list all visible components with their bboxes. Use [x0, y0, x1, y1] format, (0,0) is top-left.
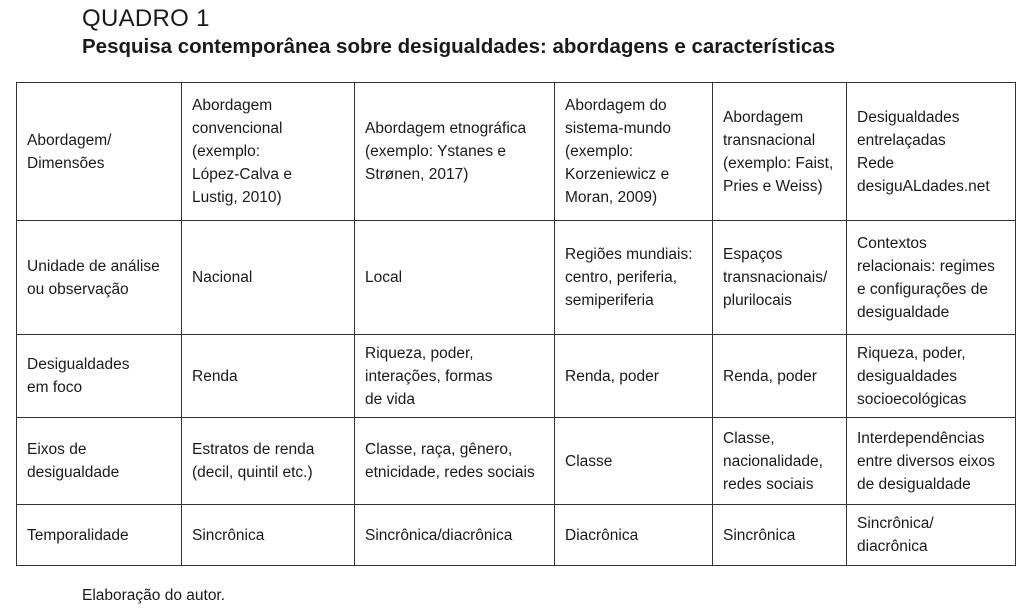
table-cell: Classe, nacionalidade, redes sociais: [713, 418, 847, 505]
table-cell: Espaços transnacionais/ plurilocais: [713, 221, 847, 335]
table-cell: Abordagem etnográfica (exemplo: Ystanes e Strønen, 2017): [355, 83, 555, 221]
table-cell: Classe: [555, 418, 713, 505]
comparison-table: [16, 82, 1016, 566]
table-cell: Sincrônica/diacrônica: [355, 505, 555, 566]
table-cell: Renda, poder: [555, 335, 713, 418]
table-cell: Temporalidade: [17, 505, 182, 566]
source-note: Elaboração do autor.: [82, 587, 226, 604]
table-heading: [82, 4, 1022, 60]
table-cell: Local: [355, 221, 555, 335]
table-cell: Unidade de análise ou observação: [17, 221, 182, 335]
table-row: [17, 335, 1016, 418]
table-cell: Abordagem/ Dimensões: [17, 83, 182, 221]
table-cell: Classe, raça, gênero, etnicidade, redes sociais: [355, 418, 555, 505]
table-cell: Regiões mundiais: centro, periferia, semiperiferia: [555, 221, 713, 335]
table-row: [17, 418, 1016, 505]
table-cell: Estratos de renda (decil, quintil etc.): [182, 418, 355, 505]
table-cell: Riqueza, poder, interações, formas de vida: [355, 335, 555, 418]
table-row: [17, 505, 1016, 566]
table-row: [17, 221, 1016, 335]
table-cell: Abordagem convencional (exemplo: López-Calva e Lustig, 2010): [182, 83, 355, 221]
table-cell: Renda, poder: [713, 335, 847, 418]
table-cell: Eixos de desigualdade: [17, 418, 182, 505]
table-label: QUADRO 1: [82, 5, 210, 32]
table-cell: Abordagem transnacional (exemplo: Faist, Pries e Weiss): [713, 83, 847, 221]
table-cell: Sincrônica/ diacrônica: [847, 505, 1016, 566]
table-cell: Interdependências entre diversos eixos de desigualdade: [847, 418, 1016, 505]
table-cell: Desigualdades entrelaçadas Rede desiguALdades.net: [847, 83, 1016, 221]
table-cell: Abordagem do sistema-mundo (exemplo: Korzeniewicz e Moran, 2009): [555, 83, 713, 221]
table-cell: Riqueza, poder, desigualdades socioecológicas: [847, 335, 1016, 418]
table-title: Pesquisa contemporânea sobre desigualdades: abordagens e características: [82, 35, 836, 58]
table-cell: Diacrônica: [555, 505, 713, 566]
table-cell: Sincrônica: [713, 505, 847, 566]
table-cell: Sincrônica: [182, 505, 355, 566]
table-cell: Nacional: [182, 221, 355, 335]
table-cell: Renda: [182, 335, 355, 418]
table-cell: Contextos relacionais: regimes e configurações de desigualdade: [847, 221, 1016, 335]
table-row-header: [17, 83, 1016, 221]
table-cell: Desigualdades em foco: [17, 335, 182, 418]
